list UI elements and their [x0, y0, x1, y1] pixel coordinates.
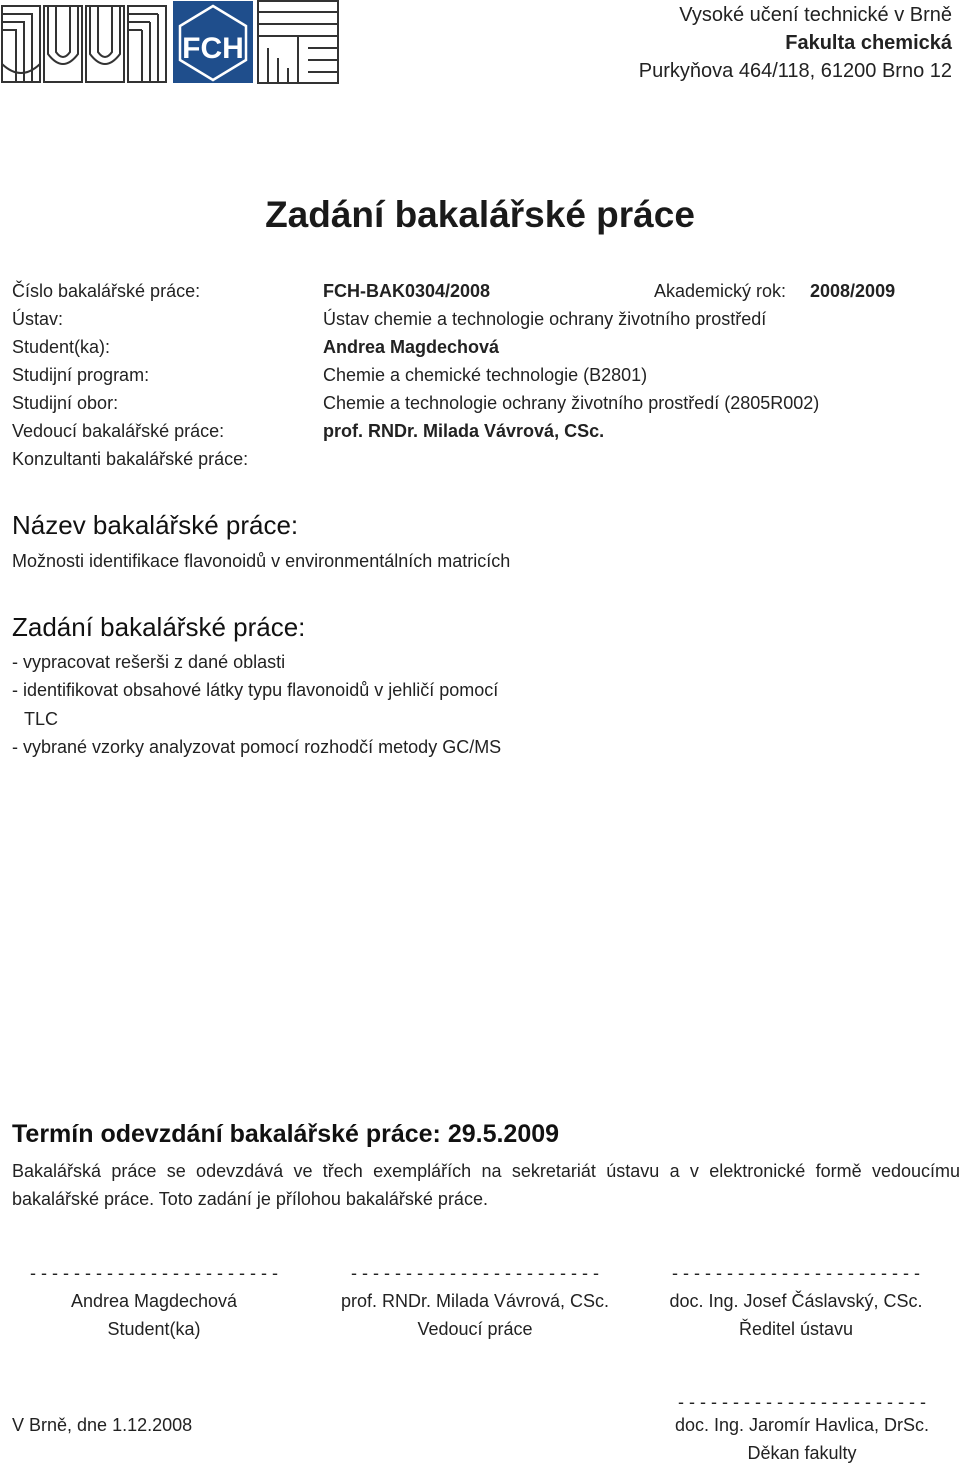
- signature-line-student: - - - - - - - - - - - - - - - - - - - - - - -: [30, 1263, 278, 1283]
- thesis-name-heading: Název bakalářské práce:: [12, 510, 299, 540]
- student-label: Student(ka):: [12, 337, 111, 357]
- thesis-number-label: Číslo bakalářské práce:: [12, 281, 201, 301]
- assignment-heading: Zadání bakalářské práce:: [12, 612, 306, 642]
- faculty-name: Fakulta chemická: [785, 32, 952, 54]
- academic-year-value: 2008/2009: [810, 281, 896, 301]
- document-title: Zadání bakalářské práce: [265, 194, 695, 235]
- assignment-item: TLC: [24, 709, 59, 729]
- thesis-number-value: FCH-BAK0304/2008: [323, 281, 491, 301]
- supervisor-signature-role: Vedoucí práce: [417, 1319, 533, 1339]
- assignment-item: - identifikovat obsahové látky typu flavonoidů v jehličí pomocí: [12, 680, 499, 700]
- supervisor-value: prof. RNDr. Milada Vávrová, CSc.: [323, 421, 605, 441]
- dean-signature-name: doc. Ing. Jaromír Havlica, DrSc.: [674, 1415, 930, 1435]
- consultants-label: Konzultanti bakalářské práce:: [12, 449, 249, 469]
- university-name: Vysoké učení technické v Brně: [679, 4, 952, 26]
- field-value: Chemie a technologie ochrany životního prostředí (2805R002): [323, 393, 820, 413]
- program-label: Studijní program:: [12, 365, 150, 385]
- fch-logo-letters: FCH: [182, 32, 245, 65]
- student-signature-name: Andrea Magdechová: [70, 1291, 238, 1311]
- supervisor-signature-name: prof. RNDr. Milada Vávrová, CSc.: [340, 1291, 610, 1311]
- place-and-date: V Brně, dne 1.12.2008: [12, 1415, 193, 1435]
- assignment-item: - vybrané vzorky analyzovat pomocí rozhodčí metody GC/MS: [12, 737, 502, 757]
- director-signature-role: Ředitel ústavu: [738, 1319, 854, 1339]
- signature-line-director: - - - - - - - - - - - - - - - - - - - - - - -: [672, 1263, 920, 1283]
- thesis-name-text: Možnosti identifikace flavonoidů v environmentálních matricích: [12, 551, 511, 571]
- supervisor-label: Vedoucí bakalářské práce:: [12, 421, 225, 441]
- director-signature-name: doc. Ing. Josef Čáslavský, CSc.: [669, 1291, 923, 1311]
- academic-year-label: Akademický rok:: [654, 281, 787, 301]
- student-value: Andrea Magdechová: [323, 337, 500, 357]
- assignment-item: - vypracovat rešerši z dané oblasti: [12, 652, 286, 672]
- faculty-address: Purkyňova 464/118, 61200 Brno 12: [638, 60, 952, 82]
- vut-logo: [0, 4, 168, 84]
- submission-deadline: Termín odevzdání bakalářské práce: 29.5.2009: [12, 1120, 560, 1148]
- submission-note: Bakalářská práce se odevzdává ve třech exemplářích na sekretariát ústavu a v elektronické formě vedoucímu bakalářské práce. Toto zadání je přílohou bakalářské práce.: [12, 1161, 960, 1209]
- fch-logo: [172, 0, 340, 84]
- dean-signature-role: Děkan fakulty: [747, 1443, 857, 1463]
- signature-line-dean: - - - - - - - - - - - - - - - - - - - - - - -: [678, 1392, 926, 1412]
- signature-line-supervisor: - - - - - - - - - - - - - - - - - - - - - - -: [351, 1263, 599, 1283]
- program-value: Chemie a chemické technologie (B2801): [323, 365, 648, 385]
- institute-value: Ústav chemie a technologie ochrany životního prostředí: [323, 309, 767, 329]
- student-signature-role: Student(ka): [107, 1319, 201, 1339]
- field-label: Studijní obor:: [12, 393, 119, 413]
- institute-label: Ústav:: [12, 309, 64, 329]
